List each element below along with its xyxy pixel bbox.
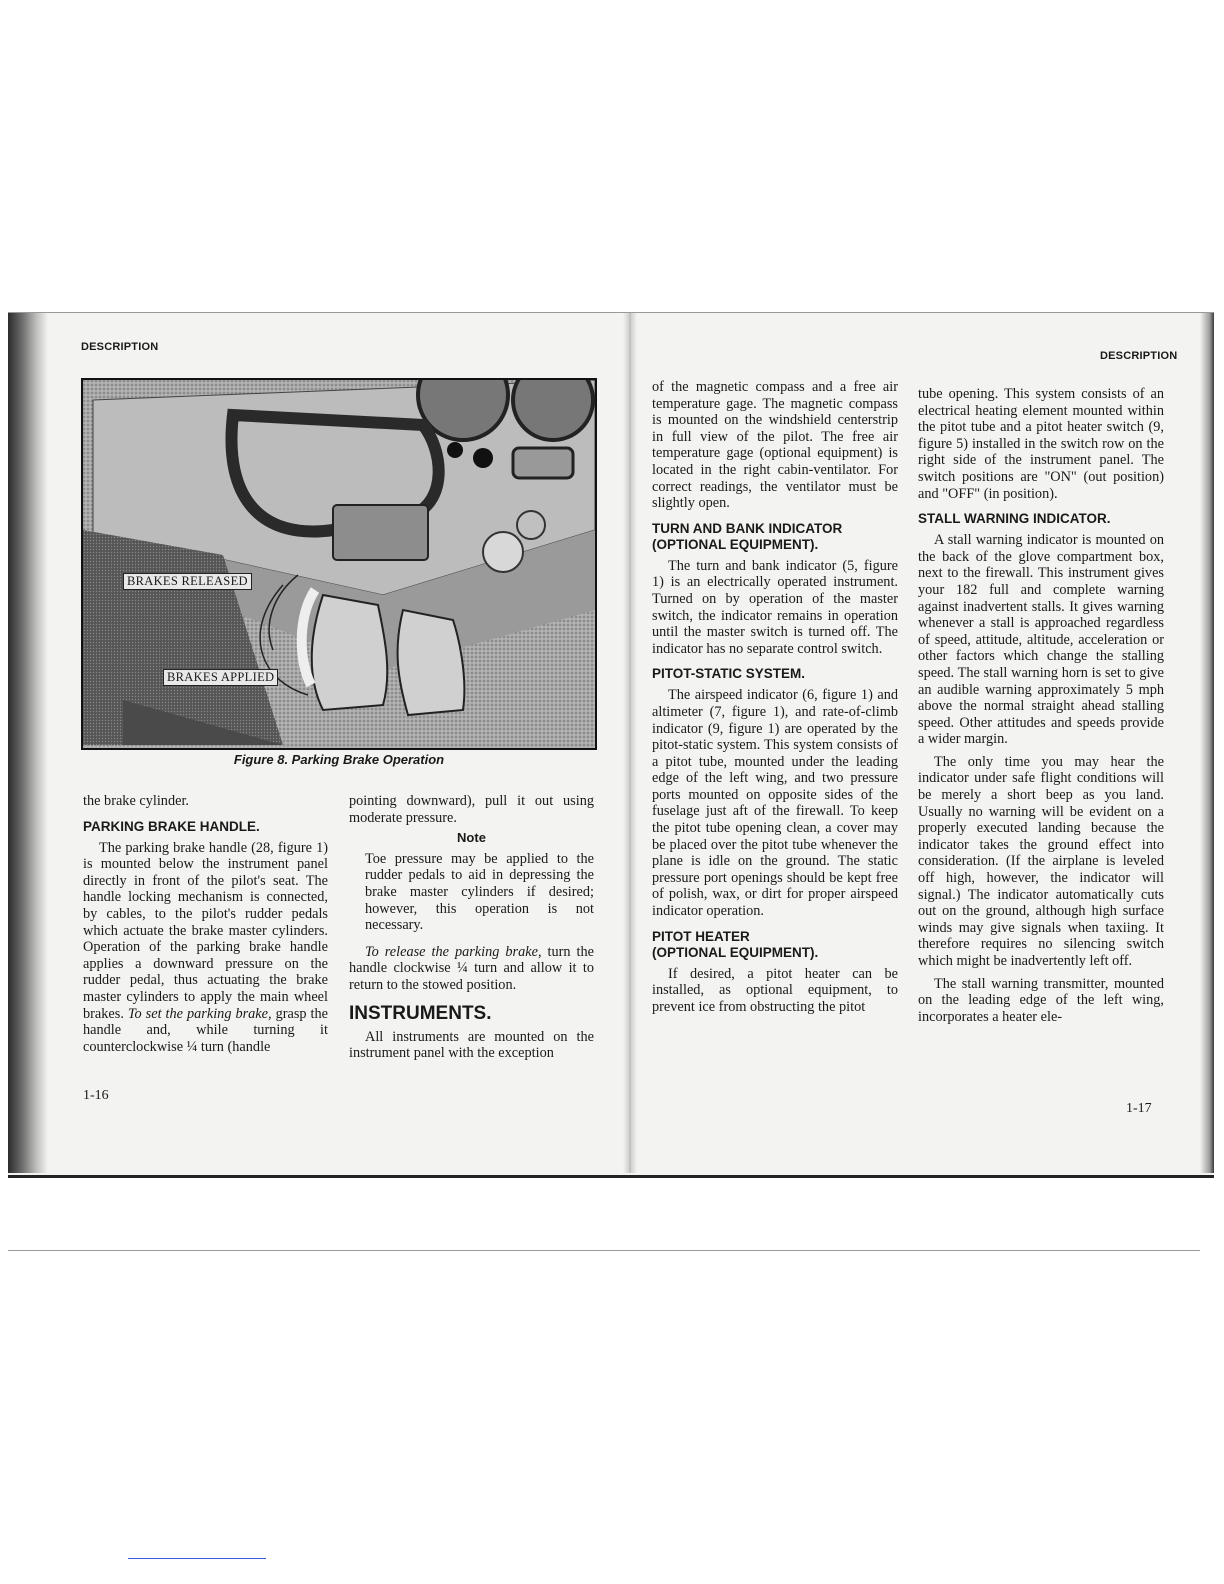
paragraph: The airspeed indicator (6, figure 1) and altimeter (7, figure 1), and rate-of-climb indicator (9, figure 1) are operated by the pitot-static system. This system consists of a pitot tube, mounted under the leading edge of the left wing, and two pressure ports mounted on opposite sides of the fuselage just aft of the firewall. To keep the pitot tube opening clean, a cover may be placed over the pitot tube whenever the plane is idle on the ground. The static pressure port openings should be kept free of polish, wax, or dirt for proper airspeed indicator operation.: [652, 687, 898, 920]
paragraph: The turn and bank indicator (5, figure 1) is an electrically operated instrument. Turned on by operation of the master switch, the indicator remains in operation until the master switch is turned off. The indicator has no separate control switch.: [652, 557, 898, 657]
note-body: Toe pressure may be applied to the rudder pedals to aid in depressing the brake master cylinders if desired; however, this operation is not necessary.: [365, 850, 594, 934]
parking-brake-illustration: [83, 380, 595, 748]
figure-caption: Figure 8. Parking Brake Operation: [233, 752, 445, 767]
paragraph: The stall warning transmitter, mounted on the leading edge of the left wing, incorporates a heater ele-: [918, 975, 1164, 1025]
paragraph: To release the parking brake, turn the handle clockwise ¼ turn and allow it to return to the stowed position.: [349, 943, 594, 993]
paragraph: tube opening. This system consists of an electrical heating element mounted within the pitot tube and a pitot heater switch (9, figure 5) installed in the switch row on the right side of the instrument panel. The switch positions are "ON" (out position) and "OFF" (in position).: [918, 386, 1164, 502]
section-heading-pitot-heater: PITOT HEATER (OPTIONAL EQUIPMENT).: [652, 928, 819, 960]
paragraph: The parking brake handle (28, figure 1) is mounted below the instrument panel directly in front of the pilot's seat. The handle locking mechanism is connected, by cables, to the pilot's rudder pedals which actuate the brake master cylinders. Operation of the parking brake handle applies a downward pressure on the rudder pedal, thus actuating the brake master cylinders to apply the main wheel brakes. To set the parking brake, grasp the handle and, while turning it counterclockwise ¼ turn (handle: [83, 839, 328, 1055]
section-heading-turn-and-bank: TURN AND BANK INDICATOR (OPTIONAL EQUIPMENT).: [652, 520, 843, 552]
book-spine: [623, 313, 637, 1173]
right-page-column-1: [652, 379, 898, 1015]
section-heading-instruments: INSTRUMENTS.: [349, 1002, 492, 1024]
right-running-head: DESCRIPTION: [1100, 350, 1178, 362]
left-page-edge: [8, 313, 48, 1173]
paragraph: of the magnetic compass and a free air temperature gage. The magnetic compass is mounted on the windshield centerstrip in full view of the pilot. The free air temperature gage (optional equipment) is located in the right cabin-ventilator. For correct readings, the ventilator must be slightly open.: [652, 379, 898, 512]
brakes-released-label: BRAKES RELEASED: [123, 573, 252, 590]
paragraph: If desired, a pitot heater can be installed, as optional equipment, to prevent ice from obstructing the pitot: [652, 965, 898, 1015]
section-heading-parking-brake-handle: PARKING BRAKE HANDLE.: [83, 818, 260, 834]
paragraph: All instruments are mounted on the instrument panel with the exception: [349, 1028, 594, 1062]
section-heading-stall-warning: STALL WARNING INDICATOR.: [918, 511, 1111, 527]
right-page-column-2: [918, 386, 1164, 1025]
brakes-applied-label: BRAKES APPLIED: [163, 669, 278, 686]
scan-bottom-margin: [8, 1178, 1200, 1251]
paragraph: The only time you may hear the indicator under safe flight conditions will be merely a short beep as you land. Usually no warning will be evident on a properly executed landing because the indicator takes the ground effect into consideration. (If the airplane is leveled off high, however, the indicator will signal.) The indicator automatically cuts out on the ground, although high surface winds may give signals when taxiing. It therefore requires no silencing switch which might be inadvertently left off.: [918, 753, 1164, 969]
paragraph: A stall warning indicator is mounted on the back of the glove compartment box, next to the firewall. This instrument gives your 182 full and complete warning against inadvertent stalls. It gives warning whenever a stall is approached regardless of speed, attitude, altitude, acceleration or other factors which change the stalling speed. The stall warning horn is set to give an audible warning approximately 5 mph above the normal straight ahead stalling speed. Other attitudes and speeds provide a wider margin.: [918, 532, 1164, 748]
note-title: Note: [457, 830, 486, 846]
section-heading-pitot-static: PITOT-STATIC SYSTEM.: [652, 666, 806, 682]
left-page-number: 1-16: [83, 1088, 109, 1103]
paragraph: pointing downward), pull it out using moderate pressure.: [349, 793, 594, 826]
left-page-column-2: [349, 793, 594, 1062]
right-page-number: 1-17: [1126, 1101, 1152, 1116]
left-page-column-1: [83, 793, 328, 1055]
right-page-edge: [1200, 313, 1214, 1173]
scan-artifact-line: [128, 1558, 266, 1559]
paragraph: the brake cylinder.: [83, 793, 189, 809]
left-running-head: DESCRIPTION: [81, 341, 159, 353]
parking-brake-figure: [81, 378, 597, 750]
